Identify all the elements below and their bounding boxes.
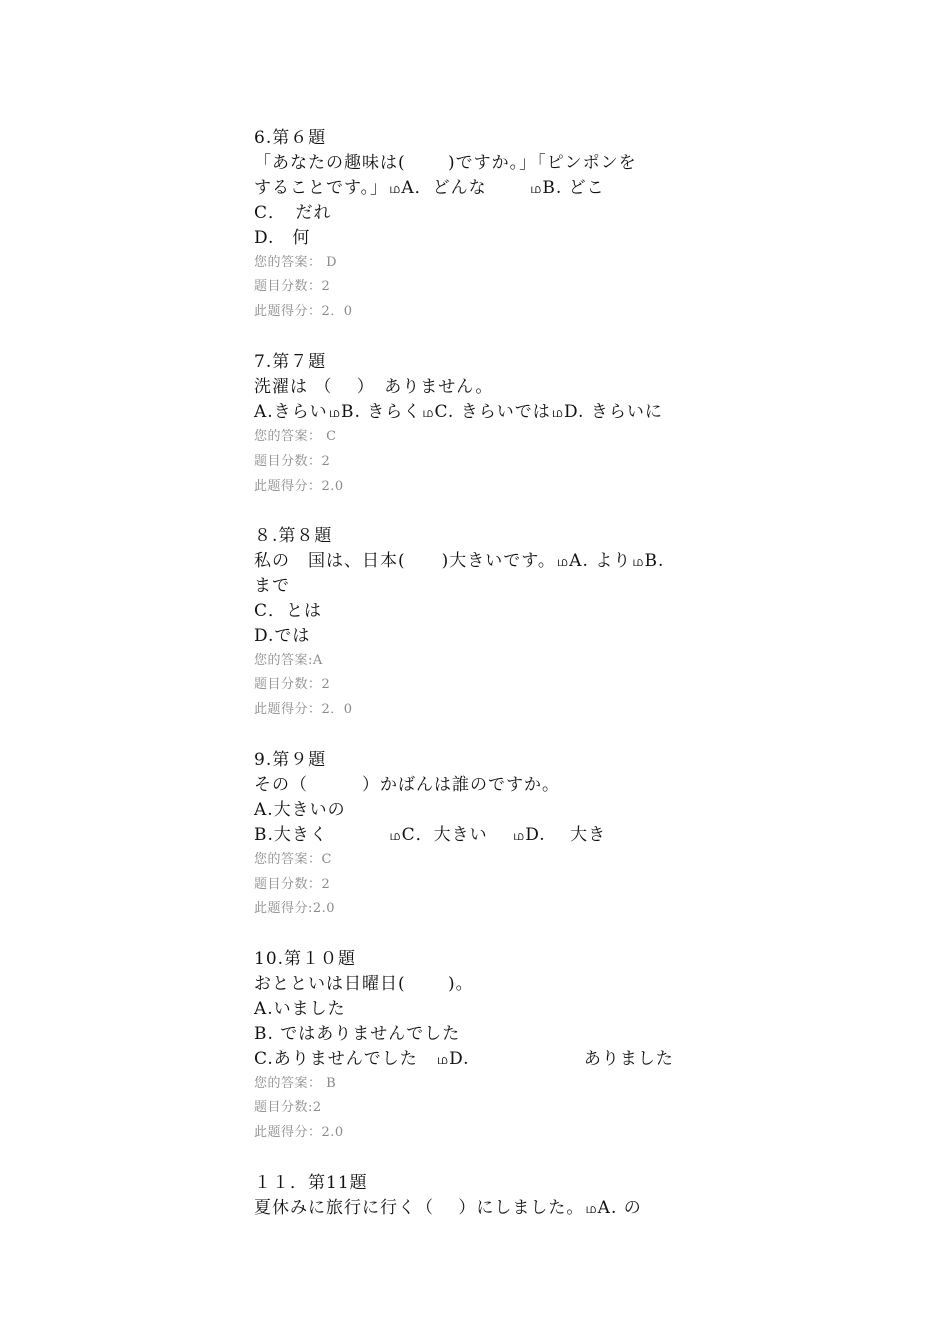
question-line	[254, 997, 346, 1021]
line-text: 「あなたの趣味は( )ですか。」「ピンポンを	[254, 152, 637, 173]
line-text: B. ではありませんでした	[254, 1023, 461, 1044]
question-score: 题目分数:2	[254, 1100, 322, 1116]
your-answer: 您的答案： D	[254, 254, 338, 270]
line-text: B. きらく	[340, 401, 422, 422]
bullet-marker-icon: ம	[585, 1200, 598, 1217]
question-title: 6.第６題	[254, 128, 327, 148]
question-line	[254, 599, 322, 623]
line-text: C．とは	[254, 600, 323, 621]
bullet-marker-icon: ம	[436, 1051, 450, 1068]
question-line	[254, 400, 663, 425]
question-line	[254, 823, 606, 848]
your-answer: 您的答案：C	[254, 851, 332, 867]
line-text: B.大きく	[254, 824, 389, 845]
question-title: 9.第９題	[254, 750, 327, 770]
question-line	[254, 798, 346, 822]
bullet-marker-icon: ம	[422, 404, 435, 421]
earned-score: 此题得分：2.0	[254, 478, 344, 494]
question-line	[254, 201, 332, 225]
question-line	[254, 151, 637, 175]
question-line	[254, 1196, 642, 1221]
question-line	[254, 176, 605, 201]
your-answer: 您的答案:A	[254, 652, 323, 668]
line-text: D. 大き	[525, 824, 607, 845]
line-text: おとといは日曜日( )。	[254, 973, 474, 994]
line-text: C. きらいでは	[434, 401, 551, 422]
earned-score: 此题得分：2.0	[254, 1125, 344, 1141]
bullet-marker-icon: ம	[513, 827, 526, 844]
question-line	[254, 1047, 674, 1072]
question-title: 7.第７題	[254, 352, 327, 372]
question-title: １１．第11題	[254, 1173, 368, 1193]
earned-score: 此题得分:2.0	[254, 901, 336, 917]
question-line	[254, 375, 493, 399]
line-text: C． だれ	[254, 202, 332, 223]
line-text: その（ ）かばんは誰のですか。	[254, 774, 560, 795]
line-text: 私の 国は、日本( )大きいです。	[254, 550, 556, 571]
your-answer: 您的答案： B	[254, 1075, 337, 1091]
line-text: A．どんな	[401, 177, 530, 198]
question-line	[254, 226, 310, 250]
bullet-marker-icon: ம	[328, 404, 341, 421]
question-score: 题目分数：2	[254, 677, 331, 693]
line-text: 夏休みに旅行に行く（ ）にしました。	[254, 1197, 585, 1218]
line-text: D. 何	[254, 227, 311, 248]
earned-score: 此题得分：2．0	[254, 304, 353, 320]
question-score: 题目分数：2	[254, 453, 331, 469]
question-line	[254, 624, 310, 648]
question-score: 题目分数：2	[254, 876, 331, 892]
question-line	[254, 773, 560, 797]
line-text: D. きらいに	[564, 401, 663, 422]
question-line	[254, 574, 290, 598]
line-text: A.大きいの	[254, 799, 346, 820]
line-text: C.ありませんでした	[254, 1048, 436, 1069]
line-text: B. どこ	[542, 177, 605, 198]
line-text: D. ありました	[449, 1048, 674, 1069]
line-text: することです。」	[254, 177, 389, 198]
question-line	[254, 972, 474, 996]
bullet-marker-icon: ம	[556, 553, 570, 570]
line-text: まで	[254, 575, 290, 596]
question-line	[254, 1022, 460, 1046]
line-text: 洗濯は （ ） ありません。	[254, 376, 494, 397]
line-text: B.	[644, 550, 665, 571]
your-answer: 您的答案： C	[254, 428, 337, 444]
question-score: 题目分数：2	[254, 279, 331, 295]
line-text: A. より	[569, 550, 632, 571]
bullet-marker-icon: ம	[632, 553, 645, 570]
line-text: A.いました	[254, 998, 346, 1019]
question-title: 10.第１０題	[254, 949, 357, 969]
line-text: A.きらい	[254, 401, 328, 422]
question-title: ８.第８題	[254, 526, 333, 546]
line-text: A. の	[597, 1197, 642, 1218]
line-text: D.では	[254, 625, 311, 646]
line-text: C．大きい	[401, 824, 512, 845]
bullet-marker-icon: ம	[530, 180, 543, 197]
bullet-marker-icon: ம	[551, 404, 565, 421]
question-line	[254, 549, 664, 574]
bullet-marker-icon: ம	[389, 180, 402, 197]
earned-score: 此题得分：2．0	[254, 702, 353, 718]
bullet-marker-icon: ம	[389, 827, 402, 844]
